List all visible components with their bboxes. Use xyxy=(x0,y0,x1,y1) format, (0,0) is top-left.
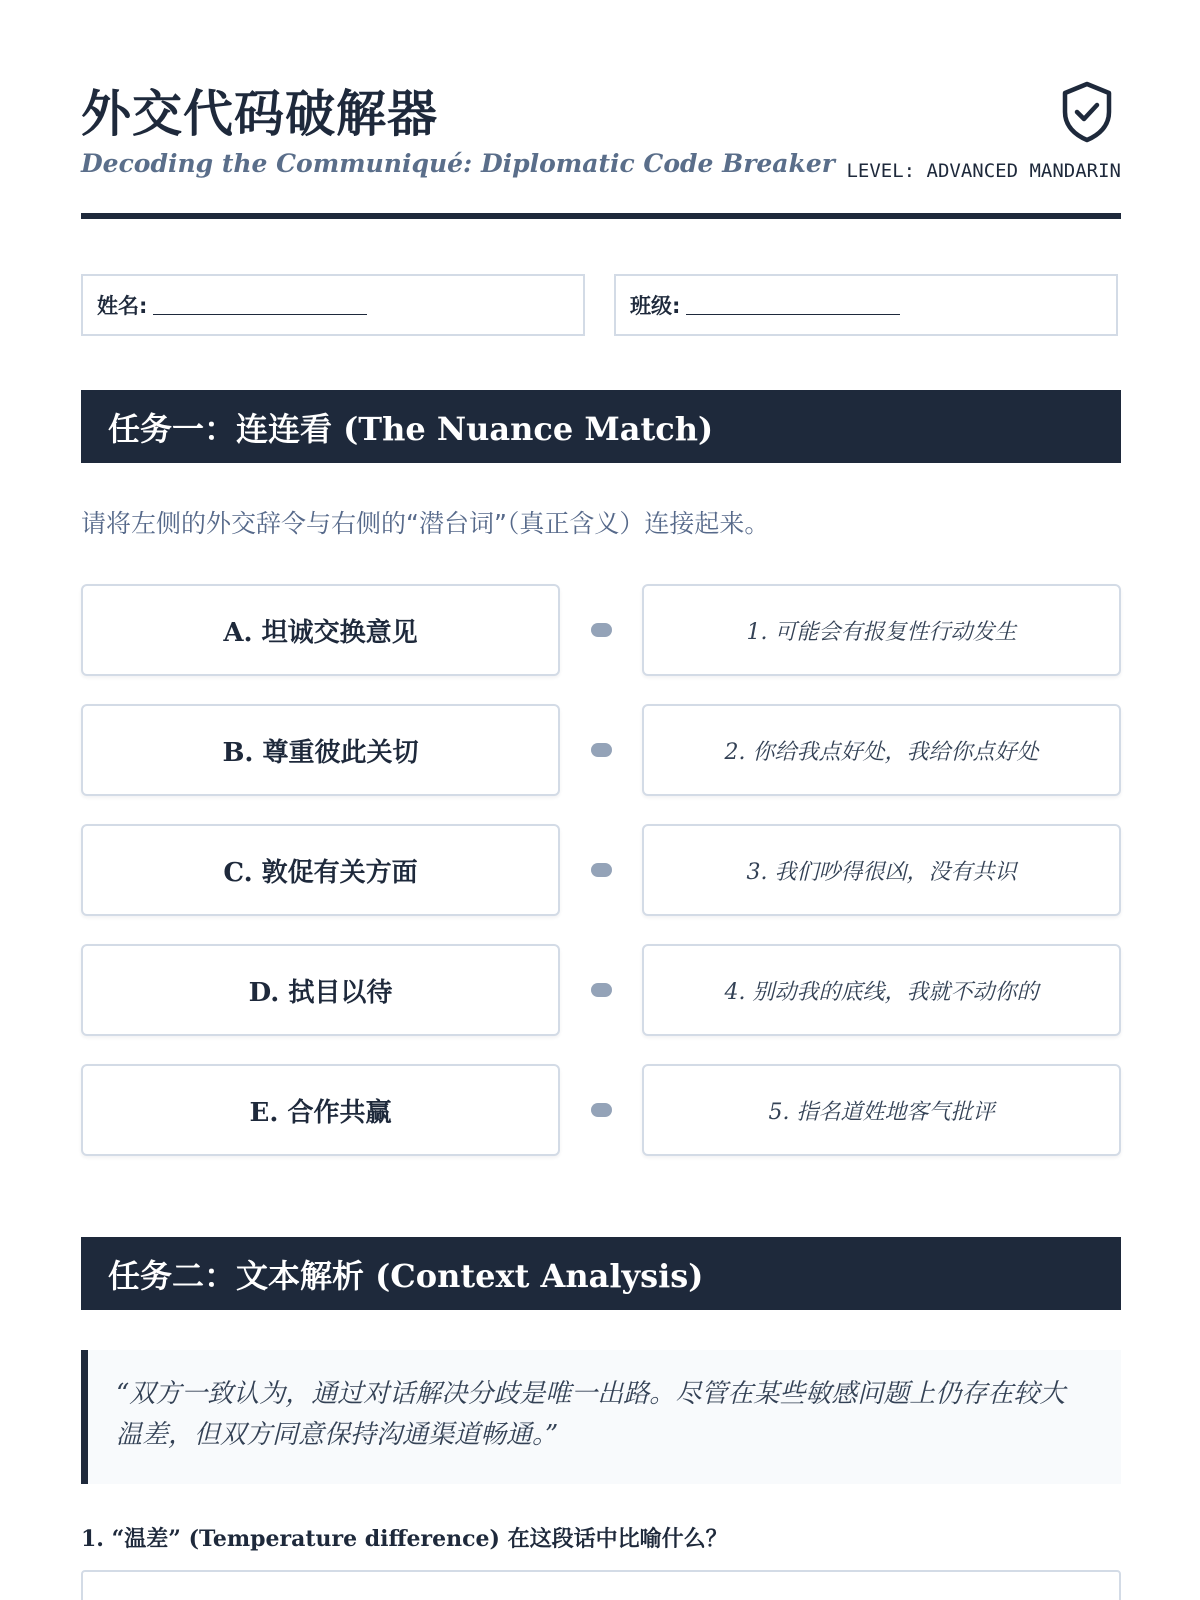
name-field[interactable] xyxy=(81,274,585,336)
connector-dot[interactable] xyxy=(591,983,612,997)
question-1: 1. “温差” (Temperature difference) 在这段话中比喻什么？ xyxy=(81,1526,728,1552)
task2-banner: 任务二：文本解析 (Context Analysis) xyxy=(81,1237,1121,1310)
match-row xyxy=(81,824,1121,916)
match-left-item[interactable]: B. 尊重彼此关切 xyxy=(81,704,560,796)
match-right-item[interactable]: 1. 可能会有报复性行动发生 xyxy=(642,584,1121,676)
match-left-item[interactable]: D. 拭目以待 xyxy=(81,944,560,1036)
match-row xyxy=(81,704,1121,796)
shield-check-icon xyxy=(1059,80,1115,144)
match-right-item[interactable]: 5. 指名道姓地客气批评 xyxy=(642,1064,1121,1156)
match-left-item[interactable]: C. 敦促有关方面 xyxy=(81,824,560,916)
name-label: 姓名: xyxy=(97,294,148,318)
match-row xyxy=(81,944,1121,1036)
match-row xyxy=(81,584,1121,676)
header-divider xyxy=(81,213,1121,219)
class-field[interactable] xyxy=(614,274,1118,336)
match-left-item[interactable]: A. 坦诚交换意见 xyxy=(81,584,560,676)
match-row xyxy=(81,1064,1121,1156)
answer-box[interactable] xyxy=(81,1570,1121,1600)
class-blank-line[interactable] xyxy=(686,292,900,315)
task1-instruction: 请将左侧的外交辞令与右侧的“潜台词”（真正含义）连接起来。 xyxy=(81,509,770,538)
match-right-item[interactable]: 4. 别动我的底线，我就不动你的 xyxy=(642,944,1121,1036)
class-label: 班级: xyxy=(630,294,681,318)
match-left-item[interactable]: E. 合作共赢 xyxy=(81,1064,560,1156)
task1-banner: 任务一：连连看 (The Nuance Match) xyxy=(81,390,1121,463)
match-right-item[interactable]: 3. 我们吵得很凶，没有共识 xyxy=(642,824,1121,916)
match-right-item[interactable]: 2. 你给我点好处，我给你点好处 xyxy=(642,704,1121,796)
worksheet-header xyxy=(81,78,1121,220)
level-label: LEVEL: ADVANCED MANDARIN xyxy=(846,160,1121,182)
connector-dot[interactable] xyxy=(591,743,612,757)
connector-dot[interactable] xyxy=(591,1103,612,1117)
connector-dot[interactable] xyxy=(591,863,612,877)
communique-quote: “双方一致认为，通过对话解决分歧是唯一出路。尽管在某些敏感问题上仍存在较大温差，但双方同意保持沟通渠道畅通。” xyxy=(81,1350,1121,1484)
page-title: 外交代码破解器 xyxy=(81,85,438,143)
connector-dot[interactable] xyxy=(591,623,612,637)
name-blank-line[interactable] xyxy=(153,292,367,315)
page-subtitle: Decoding the Communiqué: Diplomatic Code Breaker xyxy=(81,149,835,178)
worksheet-page xyxy=(81,0,1121,1600)
